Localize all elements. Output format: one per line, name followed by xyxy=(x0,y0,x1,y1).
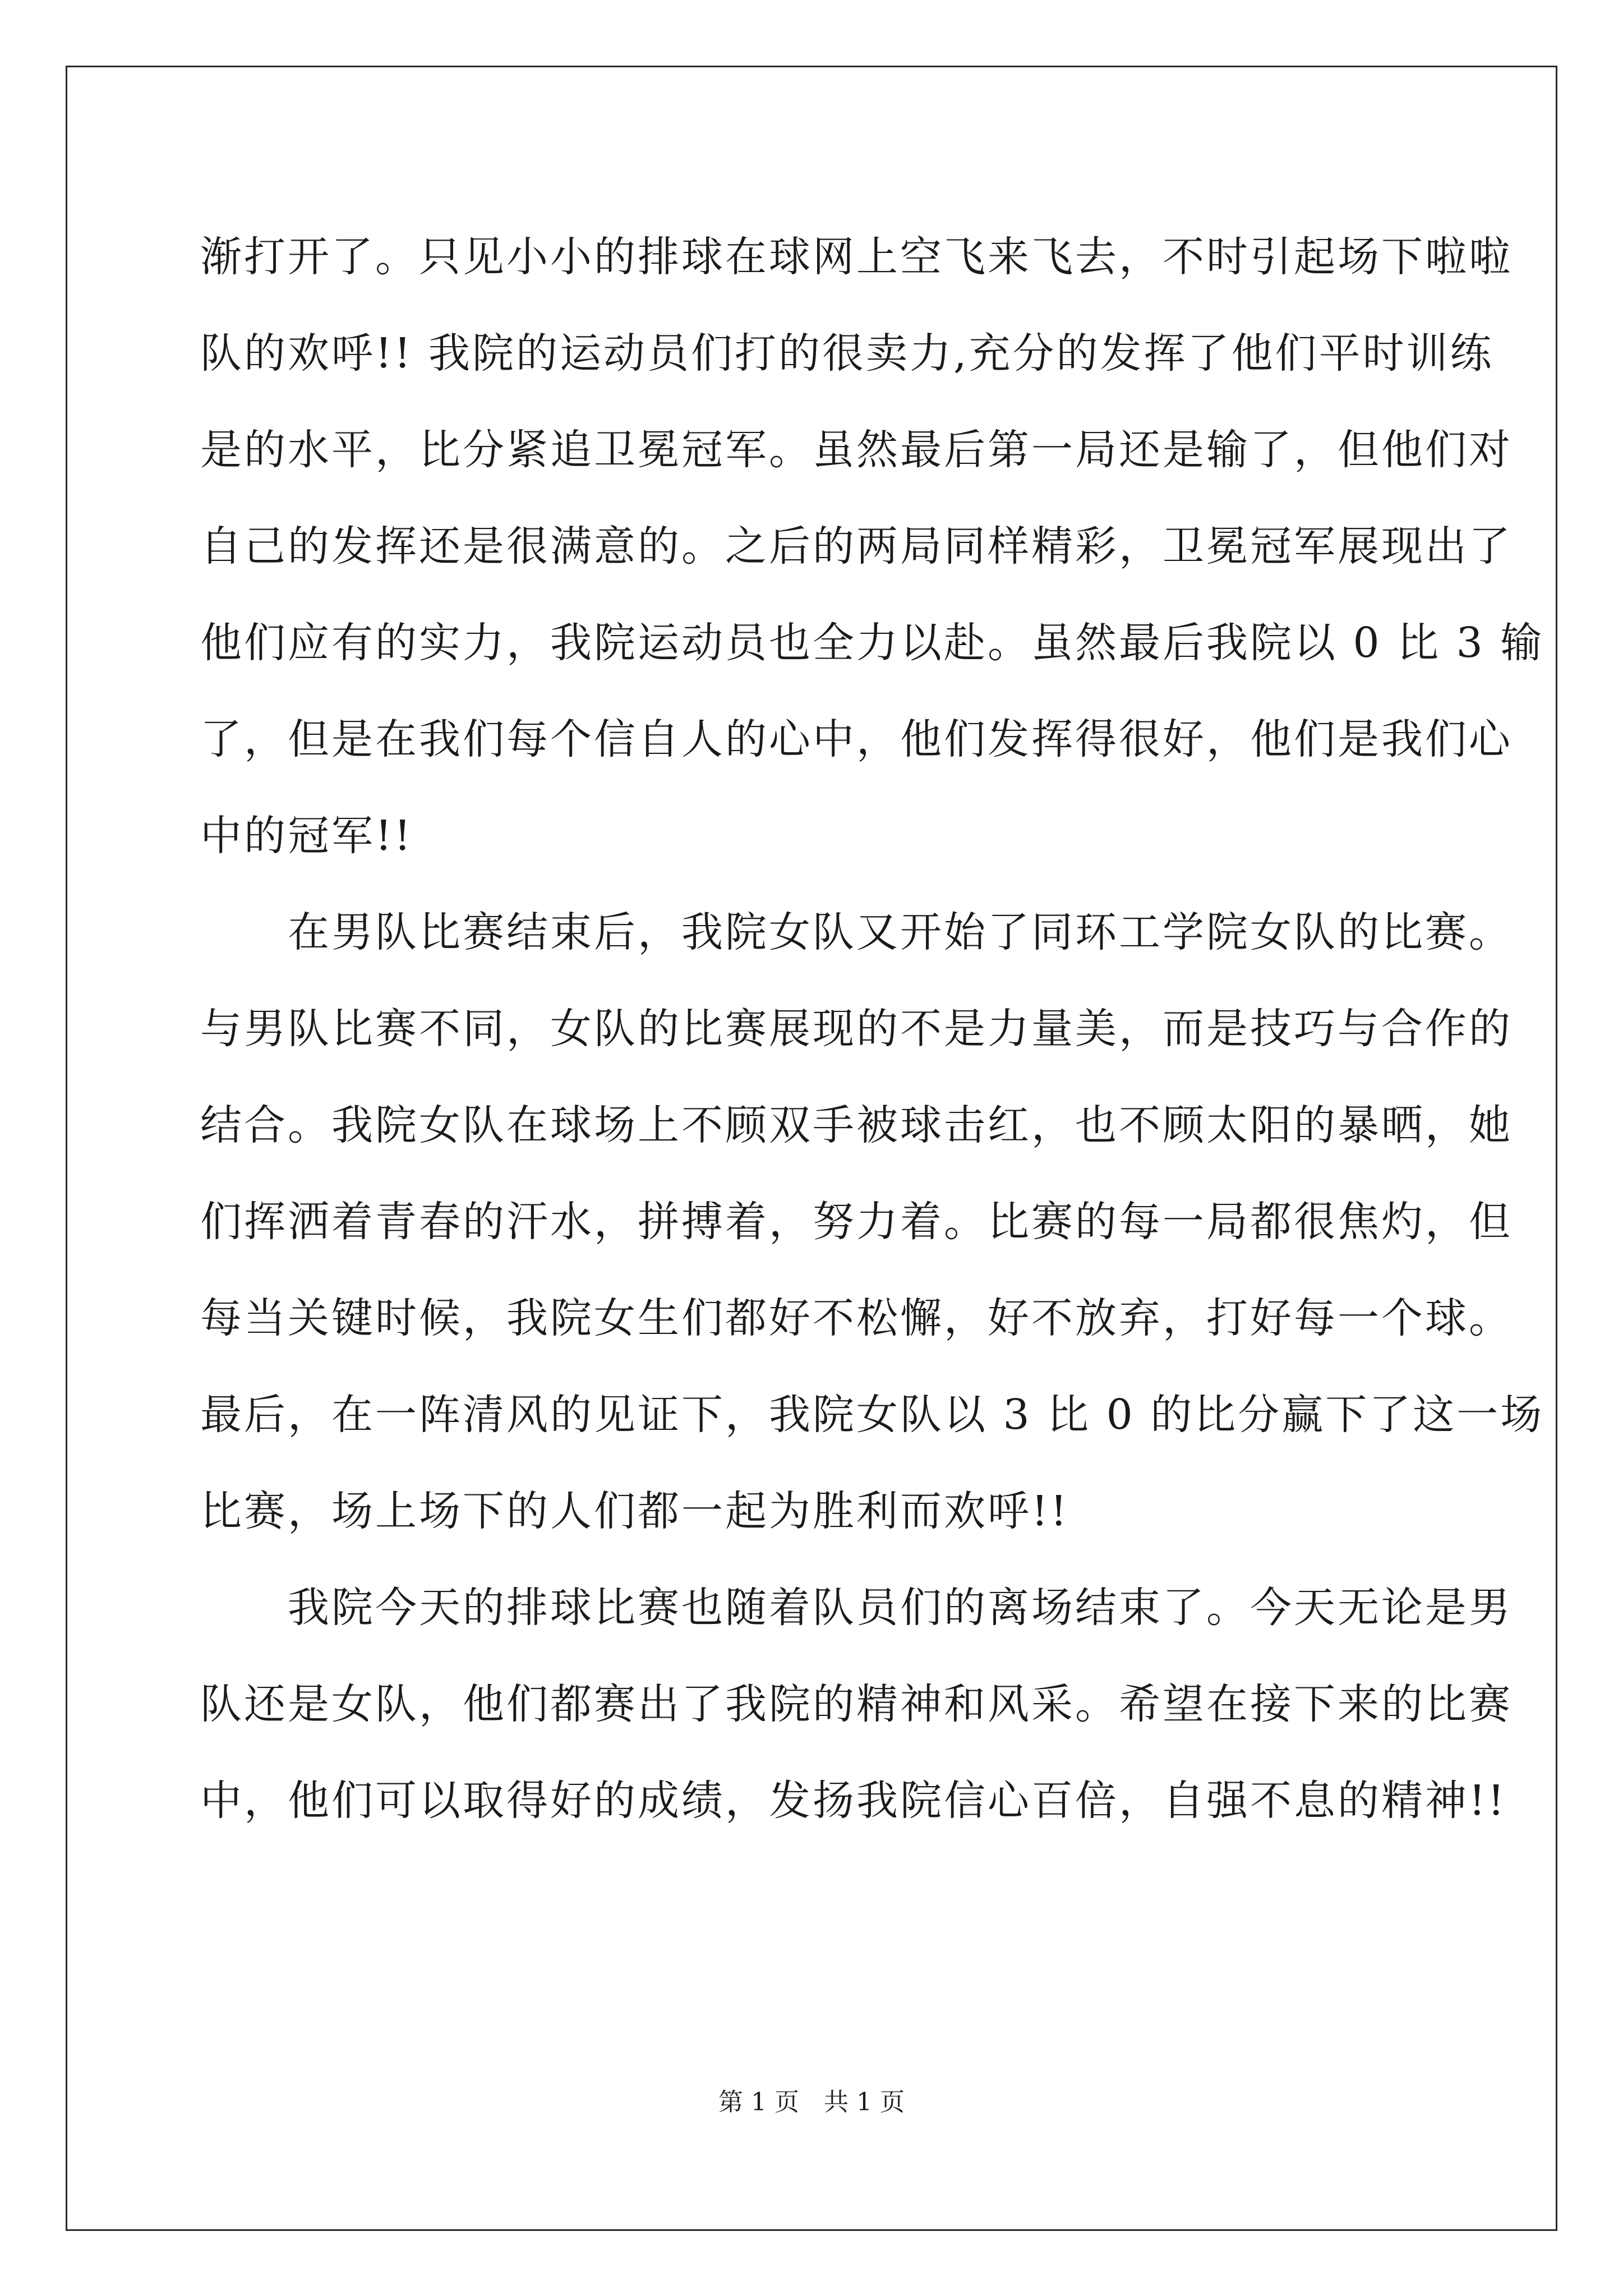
text-line: 队还是女队，他们都赛出了我院的精神和风采。希望在接下来的比赛 xyxy=(200,1680,1513,1728)
text-line: 们挥洒着青春的汗水，拼搏着，努力着。比赛的每一局都很焦灼，但 xyxy=(200,1198,1513,1246)
text-line: 与男队比赛不同，女队的比赛展现的不是力量美，而是技巧与合作的 xyxy=(200,1005,1513,1053)
text-line: 他们应有的实力，我院运动员也全力以赴。虽然最后我院以 0 比 3 输 xyxy=(200,619,1544,667)
paragraph-start-line: 在男队比赛结束后，我院女队又开始了同环工学院女队的比赛。 xyxy=(200,908,1513,956)
text-line: 队的欢呼!! 我院的运动员们打的很卖力,充分的发挥了他们平时训练 xyxy=(200,329,1494,378)
page-footer xyxy=(0,2086,1623,2119)
text-line: 结合。我院女队在球场上不顾双手被球击红，也不顾太阳的暴晒，她 xyxy=(200,1101,1513,1149)
text-line: 比赛，场上场下的人们都一起为胜利而欢呼!! xyxy=(200,1487,1069,1535)
document-body xyxy=(200,209,1544,1849)
text-line: 自己的发挥还是很满意的。之后的两局同样精彩，卫冕冠军展现出了 xyxy=(200,522,1513,570)
text-line: 中的冠军!! xyxy=(200,812,413,860)
text-line: 了，但是在我们每个信自人的心中，他们发挥得很好，他们是我们心 xyxy=(200,715,1513,763)
text-line: 每当关键时候，我院女生们都好不松懈，好不放弃，打好每一个球。 xyxy=(200,1294,1513,1342)
page-number: 第 1 页 共 1 页 xyxy=(718,2088,905,2116)
text-line: 渐打开了。只见小小的排球在球网上空飞来飞去，不时引起场下啦啦 xyxy=(200,233,1513,281)
paragraph-start-line: 我院今天的排球比赛也随着队员们的离场结束了。今天无论是男 xyxy=(200,1584,1513,1632)
text-line: 是的水平，比分紧追卫冕冠军。虽然最后第一局还是输了，但他们对 xyxy=(200,426,1513,474)
text-line: 中，他们可以取得好的成绩，发扬我院信心百倍，自强不息的精神!! xyxy=(200,1777,1507,1825)
text-line: 最后，在一阵清风的见证下，我院女队以 3 比 0 的比分赢下了这一场 xyxy=(200,1391,1544,1439)
